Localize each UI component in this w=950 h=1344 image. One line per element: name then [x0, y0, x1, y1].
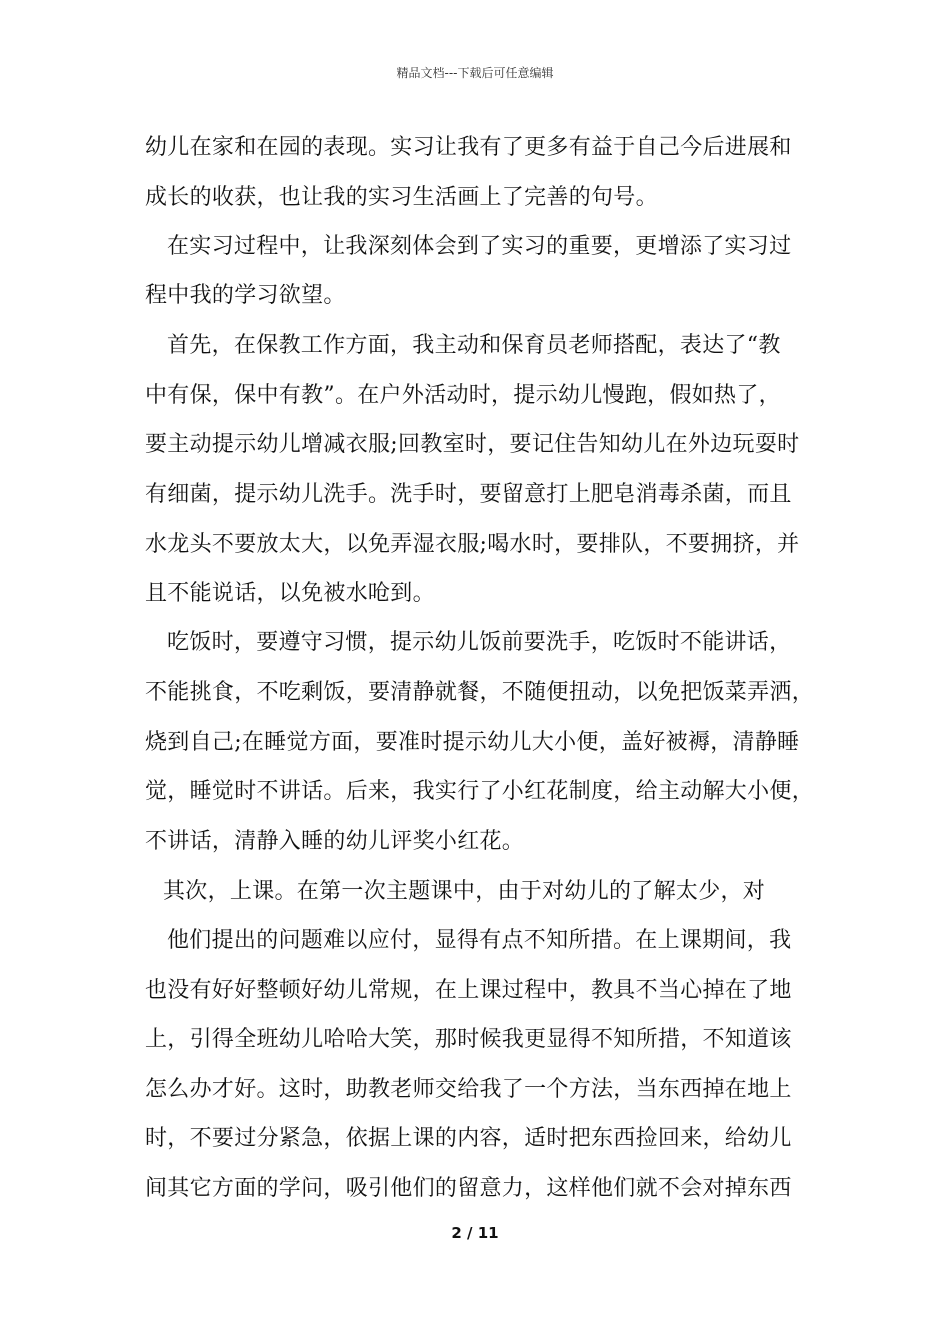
text-line-10: 且不能说话，以免被水呛到。	[145, 581, 435, 606]
text-line-20: 怎么办才好。这时，助教老师交给我了一个方法，当东西掉在地上	[145, 1077, 792, 1102]
text-line-19: 上，引得全班幼儿哈哈大笑，那时候我更显得不知所措，不知道该	[145, 1027, 792, 1052]
text-line-16: 其次，上课。在第一次主题课中，由于对幼儿的了解太少，对	[163, 879, 766, 904]
text-line-8: 有细菌，提示幼儿洗手。洗手时，要留意打上肥皂消毒杀菌，而且	[145, 482, 792, 507]
text-line-14: 觉，睡觉时不讲话。后来，我实行了小红花制度，给主动解大小便，	[145, 779, 815, 804]
page-number: 2 / 11	[451, 1224, 499, 1242]
text-line-2: 成长的收获，也让我的实习生活画上了完善的句号。	[145, 185, 658, 210]
text-line-7: 要主动提示幼儿增减衣服;回教室时，要记住告知幼儿在外边玩耍时	[145, 432, 800, 457]
text-line-5: 首先，在保教工作方面，我主动和保育员老师搭配，表达了“教	[167, 333, 781, 358]
text-line-15: 不讲话，清静入睡的幼儿评奖小红花。	[145, 829, 525, 854]
document-header: 精品文档---下载后可任意编辑	[396, 66, 554, 80]
text-line-3: 在实习过程中，让我深刻体会到了实习的重要，更增添了实习过	[167, 234, 792, 259]
text-line-6: 中有保，保中有教”。在户外活动时，提示幼儿慢跑，假如热了，	[145, 383, 781, 408]
text-line-22: 间其它方面的学问，吸引他们的留意力，这样他们就不会对掉东西	[145, 1176, 792, 1201]
text-line-12: 不能挑食，不吃剩饭，要清静就餐，不随便扭动，以免把饭菜弄洒，	[145, 680, 815, 705]
text-line-1: 幼儿在家和在园的表现。实习让我有了更多有益于自己今后进展和	[145, 135, 792, 160]
text-line-9: 水龙头不要放太大，以免弄湿衣服;喝水时，要排队，不要拥挤，并	[145, 532, 800, 557]
text-line-17: 他们提出的问题难以应付，显得有点不知所措。在上课期间，我	[167, 928, 792, 953]
text-line-4: 程中我的学习欲望。	[145, 283, 346, 308]
text-line-18: 也没有好好整顿好幼儿常规，在上课过程中，教具不当心掉在了地	[145, 978, 792, 1003]
text-line-11: 吃饭时，要遵守习惯，提示幼儿饭前要洗手，吃饭时不能讲话，	[167, 630, 792, 655]
text-line-21: 时，不要过分紧急，依据上课的内容，适时把东西捡回来，给幼儿	[145, 1126, 792, 1151]
text-line-13: 烧到自己;在睡觉方面，要准时提示幼儿大小便，盖好被褥，清静睡	[145, 730, 800, 755]
